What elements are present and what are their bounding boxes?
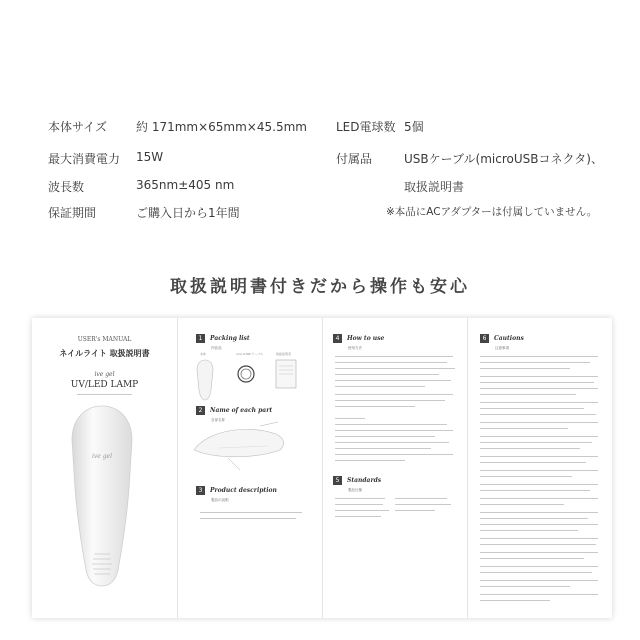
headline: 取扱説明書付きだから操作も安心 xyxy=(170,277,470,297)
text-line xyxy=(480,572,592,573)
packing-item-label: microUSB ケーブル xyxy=(236,352,264,356)
text-line xyxy=(335,368,455,369)
section-title: Product description xyxy=(210,487,277,494)
section-subtitle: 使用方法 xyxy=(348,346,362,350)
text-line xyxy=(480,362,590,363)
spec-value: USBケーブル(microUSBコネクタ)、 xyxy=(404,152,603,166)
packing-item-label: 取扱説明書 xyxy=(276,352,292,356)
spec-label: LED電球数 xyxy=(336,120,396,134)
text-line xyxy=(395,510,435,511)
text-line xyxy=(480,388,598,389)
spec-label: 最大消費電力 xyxy=(48,152,121,166)
text-line xyxy=(335,362,447,363)
spec-value: 約 171mm×65mm×45.5mm xyxy=(136,120,307,134)
section-title: Name of each part xyxy=(210,407,273,414)
text-line xyxy=(480,558,584,559)
section-heading xyxy=(333,334,384,343)
text-line xyxy=(480,414,596,415)
section-number: 4 xyxy=(333,334,342,343)
text-line xyxy=(480,402,598,403)
section-heading xyxy=(480,334,524,343)
spec-value: 365nm±405 nm xyxy=(136,178,235,192)
text-line xyxy=(480,376,598,377)
spec-note: ※本品にACアダプターは付属していません。 xyxy=(386,206,598,218)
text-line xyxy=(335,460,405,461)
text-line xyxy=(480,442,592,443)
users-manual-label: USER's MANUAL xyxy=(77,336,132,343)
text-line xyxy=(480,518,588,519)
text-line xyxy=(480,462,586,463)
text-line xyxy=(335,380,451,381)
section-subtitle: 製品の説明 xyxy=(211,498,229,502)
manual-panel-parts xyxy=(177,318,322,618)
text-line xyxy=(480,382,594,383)
section-number: 2 xyxy=(196,406,205,415)
section-heading xyxy=(333,476,381,485)
text-line xyxy=(200,518,296,519)
section-number: 6 xyxy=(480,334,489,343)
spec-value: 15W xyxy=(136,150,164,164)
parts-illustration xyxy=(178,318,323,618)
section-title: Packing list xyxy=(210,335,250,342)
section-title: How to use xyxy=(347,335,385,342)
section-heading xyxy=(196,486,277,495)
text-line xyxy=(480,476,572,477)
text-line xyxy=(395,504,451,505)
text-line xyxy=(480,498,598,499)
text-line xyxy=(335,424,447,425)
text-line xyxy=(480,580,598,581)
text-line xyxy=(335,418,365,419)
text-line xyxy=(480,552,598,553)
text-line xyxy=(335,394,453,395)
text-line xyxy=(480,428,568,429)
spec-value: 取扱説明書 xyxy=(404,180,465,194)
text-line xyxy=(335,356,453,357)
text-line xyxy=(335,504,383,505)
spec-value: 5個 xyxy=(404,120,424,134)
lamp-logo: ive gel xyxy=(91,453,113,460)
text-line xyxy=(480,594,598,595)
text-line xyxy=(335,454,453,455)
text-line xyxy=(335,430,453,431)
text-line xyxy=(480,600,550,601)
product-name: UV/LED LAMP xyxy=(70,380,139,390)
text-line xyxy=(480,512,598,513)
manual-spread xyxy=(32,318,612,618)
spec-label: 保証期間 xyxy=(48,206,97,220)
text-line xyxy=(480,530,578,531)
text-line xyxy=(480,538,598,539)
text-line xyxy=(480,456,598,457)
text-line xyxy=(335,386,425,387)
text-line xyxy=(480,436,598,437)
text-line xyxy=(480,490,590,491)
text-line xyxy=(200,512,302,513)
manual-title: ネイルライト 取扱説明書 xyxy=(59,349,150,358)
section-number: 5 xyxy=(333,476,342,485)
text-line xyxy=(480,394,576,395)
text-line xyxy=(335,510,389,511)
lamp-illustration xyxy=(32,318,177,618)
packing-item-label: 本体 xyxy=(200,352,207,356)
text-line xyxy=(480,504,564,505)
manual-cover xyxy=(32,318,177,618)
spec-label: 付属品 xyxy=(336,152,373,166)
section-subtitle: 注意事項 xyxy=(495,346,509,350)
text-line xyxy=(395,498,447,499)
text-line xyxy=(480,524,598,525)
text-line xyxy=(480,470,598,471)
text-line xyxy=(480,408,584,409)
text-line xyxy=(335,400,445,401)
section-number: 3 xyxy=(196,486,205,495)
spec-label: 波長数 xyxy=(48,180,85,194)
spec-label: 本体サイズ xyxy=(48,120,108,134)
section-subtitle: 各部名称 xyxy=(211,418,225,422)
text-line xyxy=(480,422,598,423)
text-line xyxy=(335,442,449,443)
text-line xyxy=(480,484,598,485)
spec-value: ご購入日から1年間 xyxy=(136,206,240,220)
text-line xyxy=(480,356,598,357)
brand-name: ive gel xyxy=(94,371,115,378)
manual-panel-cautions xyxy=(467,318,612,618)
text-line xyxy=(480,544,596,545)
text-line xyxy=(335,436,435,437)
text-line xyxy=(480,368,570,369)
section-number: 1 xyxy=(196,334,205,343)
section-subtitle: 内容品 xyxy=(211,346,222,350)
text-line xyxy=(335,374,439,375)
text-line xyxy=(335,498,385,499)
section-title: Cautions xyxy=(494,335,524,342)
text-line xyxy=(480,448,580,449)
text-line xyxy=(480,586,570,587)
section-title: Standards xyxy=(347,477,382,484)
section-subtitle: 製品仕様 xyxy=(348,488,362,492)
text-line xyxy=(335,448,431,449)
text-line xyxy=(480,566,598,567)
manual-panel-usage xyxy=(322,318,467,618)
text-line xyxy=(335,516,381,517)
text-line xyxy=(335,406,415,407)
